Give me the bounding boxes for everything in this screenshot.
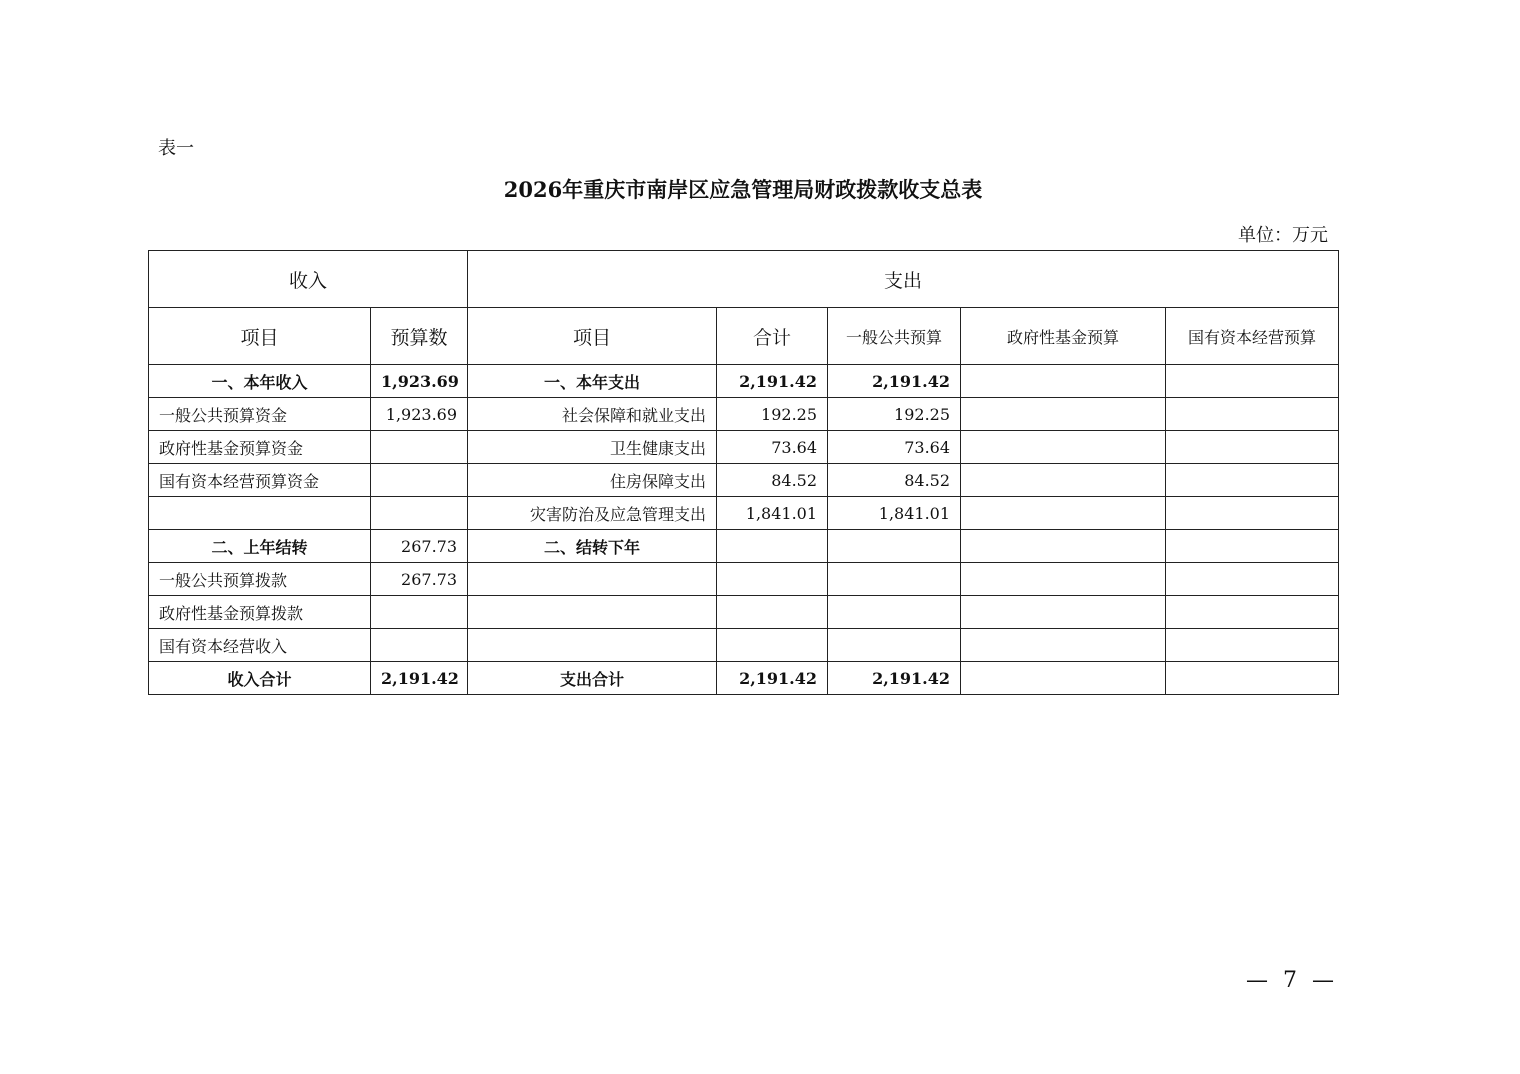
expense-state	[1166, 431, 1339, 464]
unit-label: 单位：万元	[1238, 225, 1328, 246]
header-budget: 预算数	[371, 308, 468, 365]
expense-total: 73.64	[717, 431, 828, 464]
expense-general: 2,191.42	[828, 365, 961, 398]
table-row-total	[149, 662, 1339, 695]
table-row	[149, 365, 1339, 398]
expense-fund	[961, 596, 1166, 629]
expense-item	[468, 596, 717, 629]
expense-item: 二、结转下年	[468, 530, 717, 563]
expense-state	[1166, 497, 1339, 530]
expense-general	[828, 530, 961, 563]
expense-fund	[961, 365, 1166, 398]
expense-state	[1166, 563, 1339, 596]
income-item	[149, 497, 371, 530]
expense-item: 灾害防治及应急管理支出	[468, 497, 717, 530]
income-item: 国有资本经营预算资金	[149, 464, 371, 497]
expense-state	[1166, 365, 1339, 398]
income-value	[371, 596, 468, 629]
income-value	[371, 431, 468, 464]
table-row	[149, 563, 1339, 596]
expense-total	[717, 596, 828, 629]
expense-fund	[961, 497, 1166, 530]
expense-fund	[961, 629, 1166, 662]
expense-fund	[961, 563, 1166, 596]
expense-general: 192.25	[828, 398, 961, 431]
header-row-columns	[149, 308, 1339, 365]
header-fund: 政府性基金预算	[961, 308, 1166, 365]
table-row	[149, 596, 1339, 629]
income-value: 1,923.69	[371, 398, 468, 431]
income-total-label: 收入合计	[149, 662, 371, 695]
header-expense: 支出	[468, 251, 1339, 308]
table-row	[149, 629, 1339, 662]
income-value	[371, 629, 468, 662]
expense-total: 1,841.01	[717, 497, 828, 530]
expense-item	[468, 629, 717, 662]
expense-general	[828, 563, 961, 596]
expense-state	[1166, 464, 1339, 497]
table-label: 表一	[158, 138, 194, 159]
income-value: 267.73	[371, 563, 468, 596]
expense-fund	[961, 398, 1166, 431]
income-item: 政府性基金预算拨款	[149, 596, 371, 629]
header-state: 国有资本经营预算	[1166, 308, 1339, 365]
header-expense-item: 项目	[468, 308, 717, 365]
page-title: 2026年重庆市南岸区应急管理局财政拨款收支总表	[503, 177, 983, 202]
table-row	[149, 398, 1339, 431]
expense-general: 1,841.01	[828, 497, 961, 530]
expense-state	[1166, 662, 1339, 695]
income-item: 一般公共预算拨款	[149, 563, 371, 596]
header-total: 合计	[717, 308, 828, 365]
table-row	[149, 431, 1339, 464]
expense-fund	[961, 530, 1166, 563]
income-total-value: 2,191.42	[371, 662, 468, 695]
expense-state	[1166, 530, 1339, 563]
expense-total-label: 支出合计	[468, 662, 717, 695]
page-number: — 7 —	[1246, 968, 1338, 993]
expense-total	[717, 563, 828, 596]
expense-item: 住房保障支出	[468, 464, 717, 497]
expense-item	[468, 563, 717, 596]
expense-fund	[961, 431, 1166, 464]
income-item: 一般公共预算资金	[149, 398, 371, 431]
expense-general: 2,191.42	[828, 662, 961, 695]
table-row	[149, 530, 1339, 563]
expense-general: 84.52	[828, 464, 961, 497]
income-item: 国有资本经营收入	[149, 629, 371, 662]
income-value	[371, 497, 468, 530]
income-item: 二、上年结转	[149, 530, 371, 563]
expense-total	[717, 530, 828, 563]
budget-table	[148, 250, 1339, 695]
expense-state	[1166, 596, 1339, 629]
expense-general	[828, 596, 961, 629]
expense-general	[828, 629, 961, 662]
expense-state	[1166, 629, 1339, 662]
header-row-group	[149, 251, 1339, 308]
expense-item: 社会保障和就业支出	[468, 398, 717, 431]
table-row	[149, 464, 1339, 497]
expense-item: 卫生健康支出	[468, 431, 717, 464]
table-row	[149, 497, 1339, 530]
income-value	[371, 464, 468, 497]
expense-total: 192.25	[717, 398, 828, 431]
header-income-item: 项目	[149, 308, 371, 365]
expense-total	[717, 629, 828, 662]
income-value: 1,923.69	[371, 365, 468, 398]
expense-fund	[961, 464, 1166, 497]
header-income: 收入	[149, 251, 468, 308]
income-item: 一、本年收入	[149, 365, 371, 398]
header-general: 一般公共预算	[828, 308, 961, 365]
expense-total: 2,191.42	[717, 662, 828, 695]
expense-total: 2,191.42	[717, 365, 828, 398]
expense-fund	[961, 662, 1166, 695]
income-item: 政府性基金预算资金	[149, 431, 371, 464]
expense-total: 84.52	[717, 464, 828, 497]
income-value: 267.73	[371, 530, 468, 563]
expense-general: 73.64	[828, 431, 961, 464]
expense-item: 一、本年支出	[468, 365, 717, 398]
expense-state	[1166, 398, 1339, 431]
